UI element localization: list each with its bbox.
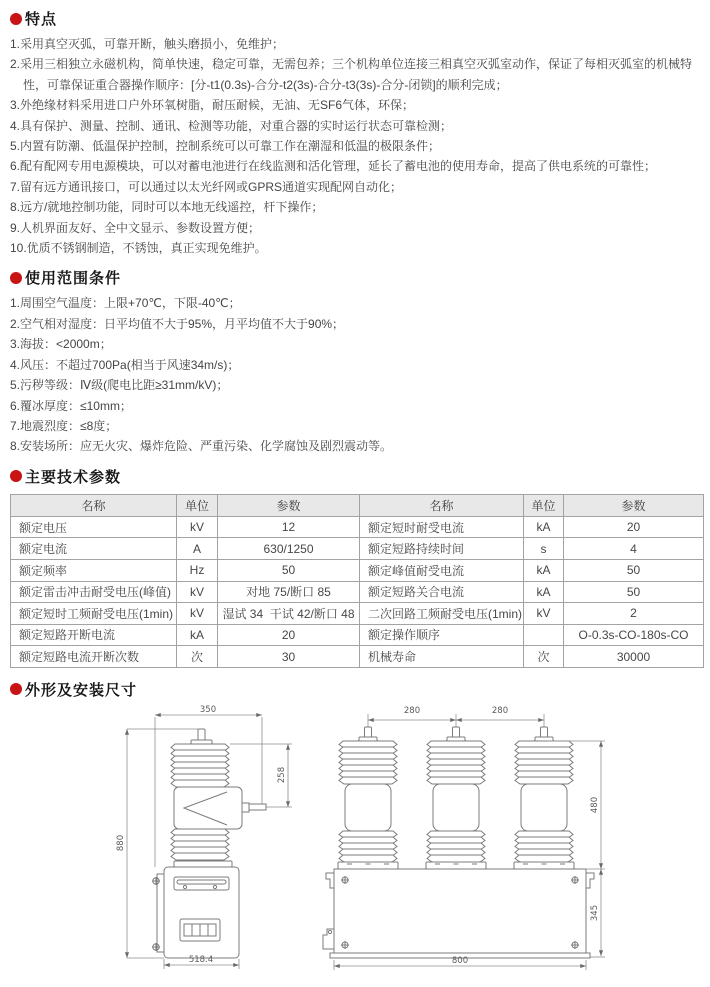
param-value-cell: 20: [218, 624, 360, 646]
param-name-cell: 额定短时耐受电流: [360, 516, 524, 538]
param-header-cell: 名称: [11, 494, 177, 516]
section-bullet-icon: [10, 13, 22, 25]
hook-bolt: [328, 930, 331, 933]
top-terminal: [191, 729, 212, 744]
param-value-cell: 30: [218, 646, 360, 668]
dimension-label: 518.4: [188, 954, 214, 965]
parameters-section-title: [10, 466, 702, 487]
condition-item: 2.空气相对湿度：日平均值不大于95%，月平均值不大于90%；: [10, 316, 345, 331]
param-header-cell: 单位: [524, 494, 564, 516]
param-unit-cell: kV: [524, 603, 564, 625]
condition-item: 5.污秽等级：Ⅳ级(爬电比距≥31mm/kV)；: [10, 378, 229, 393]
param-name-cell: 额定电流: [11, 538, 177, 560]
outline-drawings: [10, 703, 702, 987]
param-value-cell: 30000: [564, 646, 704, 668]
param-unit-cell: kV: [177, 603, 218, 625]
dimension-label: 800: [451, 955, 469, 966]
dimensions-section-title: [10, 679, 702, 700]
dimension-label: 350: [199, 704, 217, 715]
section-bullet-icon: [10, 272, 22, 284]
upper-insulator-fins: [171, 744, 229, 787]
insulator-base-flange: [174, 861, 232, 867]
conditions-list: [10, 293, 702, 456]
param-value-cell: 湿试 34 干试 42/断口 48: [218, 603, 360, 625]
table-row: [11, 559, 704, 581]
param-unit-cell: kA: [524, 516, 564, 538]
param-unit-cell: kA: [524, 559, 564, 581]
param-unit-cell: kV: [177, 516, 218, 538]
dimension-label: 345: [590, 904, 600, 921]
param-unit-cell: 次: [177, 646, 218, 668]
param-name-cell: 额定操作顺序: [360, 624, 524, 646]
param-value-cell: 12: [218, 516, 360, 538]
feature-item: 8.远方/就地控制功能，同时可以本地无线遥控，杆下操作；: [10, 200, 324, 215]
section-title-text: 主要技术参数: [25, 468, 122, 486]
param-unit-cell: A: [177, 538, 218, 560]
mounting-hook: [326, 873, 334, 888]
param-value-cell: 20: [564, 516, 704, 538]
param-name-cell: 额定雷击冲击耐受电压(峰值): [11, 581, 177, 603]
feature-item: 7.留有远方通讯接口，可以通过以太光纤网或GPRS通道实现配网自动化；: [10, 179, 403, 194]
dim-box-height: [590, 869, 605, 957]
feature-item: 5.内置有防潮、低温保护控制，控制系统可以可靠工作在潮湿和低温的极限条件；: [10, 139, 441, 154]
param-value-cell: 50: [564, 559, 704, 581]
param-name-cell: 额定短路开断电流: [11, 624, 177, 646]
table-header-row: [11, 494, 704, 516]
table-row: [11, 603, 704, 625]
param-value-cell: 2: [564, 603, 704, 625]
section-title-text: 外形及安装尺寸: [25, 681, 138, 699]
feature-item: 3.外绝缘材料采用进口户外环氧树脂，耐压耐候，无油、无SF6气体，环保；: [10, 98, 415, 113]
conditions-section-title: [10, 267, 702, 288]
condition-item: 3.海拔：<2000m；: [10, 337, 112, 352]
dimension-label: 880: [116, 834, 126, 851]
mounting-hook: [586, 873, 594, 888]
features-list: [10, 34, 702, 258]
param-unit-cell: s: [524, 538, 564, 560]
param-value-cell: O-0.3s-CO-180s-CO: [564, 624, 704, 646]
param-value-cell: 对地 75/断口 85: [218, 581, 360, 603]
lower-insulator-fins: [171, 829, 229, 860]
table-row: [11, 538, 704, 560]
param-name-cell: 额定峰值耐受电流: [360, 559, 524, 581]
section-title-text: 使用范围条件: [25, 270, 122, 288]
table-row: [11, 646, 704, 668]
feature-item: 2.采用三相独立永磁机构，简单快速，稳定可靠，无需包养；三个机构单位连接三相真空灭弧室动作，保证了每相灭弧室的机械特性，可靠保证重合器操作顺序：[分-t1(0.3s)-合分-t2(3s)-合分-t3(3s)-合分-闭锁]的顺利完成；: [10, 57, 693, 92]
control-box: [152, 867, 239, 958]
param-name-cell: 额定短路关合电流: [360, 581, 524, 603]
section-bullet-icon: [10, 470, 22, 482]
enclosure-box: [323, 869, 594, 958]
feature-item: 10.优质不锈钢制造，不锈蚀，真正实现免维护。: [10, 241, 267, 256]
indicator-window: [180, 919, 220, 941]
param-unit-cell: 次: [524, 646, 564, 668]
features-section-title: [10, 8, 702, 29]
condition-item: 4.风压：不超过700Pa(相当于风速34m/s)；: [10, 357, 240, 372]
section-bullet-icon: [10, 683, 22, 695]
table-row: [11, 516, 704, 538]
condition-item: 6.覆冰厚度：≤10mm；: [10, 398, 132, 413]
param-value-cell: 4: [564, 538, 704, 560]
dimension-label: 280: [491, 705, 509, 716]
slot-plate: [174, 877, 229, 890]
pole-bushing: [338, 727, 398, 869]
param-name-cell: 额定短路持续时间: [360, 538, 524, 560]
param-name-cell: 额定电压: [11, 516, 177, 538]
param-value-cell: 50: [218, 559, 360, 581]
feature-item: 9.人机界面友好、全中文显示、参数设置方便；: [10, 220, 261, 235]
param-value-cell: 630/1250: [218, 538, 360, 560]
param-name-cell: 二次回路工频耐受电压(1min): [360, 603, 524, 625]
param-unit-cell: kA: [177, 624, 218, 646]
feature-item: 4.具有保护、测量、控制、通讯、检测等功能，对重合器的实时运行状态可靠检测；: [10, 118, 453, 133]
interrupter-body: [174, 787, 266, 829]
param-unit-cell: [524, 624, 564, 646]
param-name-cell: 额定频率: [11, 559, 177, 581]
dim-pole-spacing: [368, 706, 544, 727]
param-unit-cell: kV: [177, 581, 218, 603]
feature-item: 6.配有配网专用电源模块，可以对蓄电池进行在线监测和活化管理，延长了蓄电池的使用寿命，提高了供电系统的可靠性；: [10, 159, 657, 174]
condition-item: 8.安装场所：应无火灾、爆炸危险、严重污染、化学腐蚀及剧烈震动等。: [10, 439, 393, 454]
param-name-cell: 额定短时工频耐受电压(1min): [11, 603, 177, 625]
param-name-cell: 机械寿命: [360, 646, 524, 668]
pole-bushing: [426, 727, 486, 869]
section-title-text: 特点: [25, 11, 58, 28]
pole-bushing: [514, 727, 574, 869]
param-unit-cell: Hz: [177, 559, 218, 581]
param-name-cell: 额定短路电流开断次数: [11, 646, 177, 668]
table-row: [11, 581, 704, 603]
param-unit-cell: kA: [524, 581, 564, 603]
param-header-cell: 名称: [360, 494, 524, 516]
param-value-cell: 50: [564, 581, 704, 603]
dimension-label: 280: [403, 705, 421, 716]
feature-item: 1.采用真空灭弧，可靠开断，触头磨损小，免维护；: [10, 37, 285, 51]
param-header-cell: 参数: [218, 494, 360, 516]
parameters-table: [10, 494, 704, 668]
param-header-cell: 参数: [564, 494, 704, 516]
table-row: [11, 624, 704, 646]
condition-item: 1.周围空气温度：上限+70℃，下限-40℃；: [10, 296, 241, 311]
front-view-drawing: [322, 703, 617, 981]
condition-item: 7.地震烈度：≤8度；: [10, 418, 118, 433]
dimension-label: 480: [590, 796, 600, 813]
side-view-drawing: [114, 703, 306, 981]
param-header-cell: 单位: [177, 494, 218, 516]
dimension-label: 258: [277, 766, 287, 783]
